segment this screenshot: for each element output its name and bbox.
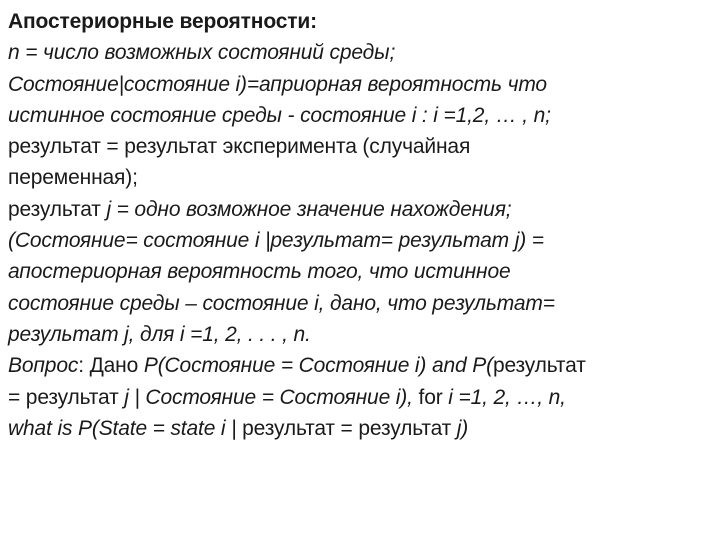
text-line [8, 194, 714, 225]
text-line [8, 382, 714, 413]
slide-content [8, 6, 714, 444]
text-segment: = результат [8, 385, 125, 409]
slide-body [8, 37, 714, 444]
text-segment: Вопрос [8, 354, 79, 378]
text-segment: апостериорная вероятность того, что истинное [8, 260, 511, 284]
text-line [8, 225, 714, 256]
text-line [8, 319, 714, 350]
text-segment: : Дано [78, 354, 144, 378]
text-segment: результат j, для i =1, 2, . . . , n. [8, 322, 311, 346]
text-segment: (Состояние= состояние i |результат= результат j) = [8, 229, 544, 253]
text-line [8, 288, 714, 319]
text-segment: j = одно возможное значение нахождения; [106, 197, 512, 221]
text-segment: for [418, 385, 449, 409]
text-segment: Состояние|состояние i)=априорная вероятность что [8, 72, 547, 96]
text-segment: истинное состояние среды - состояние i : i =1,2, … , n; [8, 103, 551, 127]
text-line [8, 413, 714, 444]
text-line [8, 37, 714, 68]
text-line [8, 162, 714, 193]
text-segment: результат [492, 354, 586, 378]
text-segment: n = число возможных состояний среды; [8, 41, 396, 65]
text-segment: j) [456, 416, 469, 440]
text-line [8, 100, 714, 131]
text-segment: i =1, 2, …, n, [448, 385, 566, 409]
text-segment: результат = результат [242, 416, 457, 440]
text-line [8, 131, 714, 162]
text-segment: what is P(State = state i | [8, 416, 243, 440]
text-segment: состояние среды – состояние i, дано, что результат= [8, 291, 555, 315]
slide-title: Апостериорные вероятности: [8, 10, 317, 33]
text-line [8, 69, 714, 100]
text-segment: результат = результат эксперимента (случайная [8, 135, 471, 159]
text-line [8, 256, 714, 287]
text-segment: P(Состояние = Состояние i) and P( [143, 354, 493, 378]
text-segment: результат [8, 197, 107, 221]
text-segment: j | Состояние = Состояние i), [124, 385, 419, 409]
text-line [8, 350, 714, 381]
text-segment: переменная); [8, 166, 138, 190]
